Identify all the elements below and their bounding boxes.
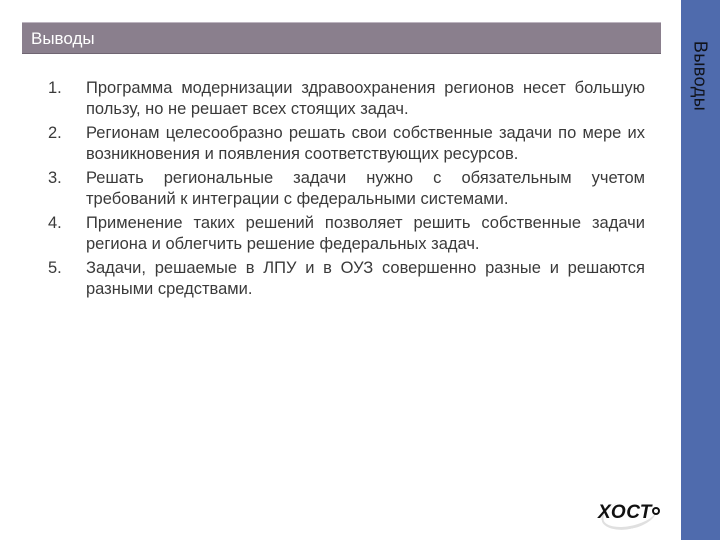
list-item-text: Задачи, решаемые в ЛПУ и в ОУЗ совершенно разные и решаются разными средствами.	[86, 259, 645, 298]
list-item-number: 4.	[48, 214, 62, 232]
list-item	[48, 213, 645, 255]
company-logo: ХОСТ	[598, 502, 652, 523]
list-item-text: Применение таких решений позволяет решить собственные задачи региона и облегчить решение федеральных задач.	[86, 214, 645, 253]
list-item-text: Решать региональные задачи нужно с обязательным учетом требований к интеграции с федеральными системами.	[86, 169, 645, 208]
list-item	[48, 78, 645, 120]
logo-dot-icon	[652, 507, 660, 515]
list-item	[48, 258, 645, 300]
list-item-text: Регионам целесообразно решать свои собственные задачи по мере их возникновения и появления соответствующих ресурсов.	[86, 124, 645, 163]
list-item-number: 1.	[48, 79, 62, 97]
title-bar	[22, 22, 661, 54]
list-item	[48, 168, 645, 210]
conclusions-list	[48, 78, 645, 303]
list-item-text: Программа модернизации здравоохранения регионов несет большую пользу, но не решает всех стоящих задач.	[86, 79, 645, 118]
list-item	[48, 123, 645, 165]
page-title: Выводы	[31, 29, 95, 48]
sidebar-vertical-label: Выводы	[690, 40, 711, 112]
list-item-number: 2.	[48, 124, 62, 142]
list-item-number: 3.	[48, 169, 62, 187]
list-item-number: 5.	[48, 259, 62, 277]
